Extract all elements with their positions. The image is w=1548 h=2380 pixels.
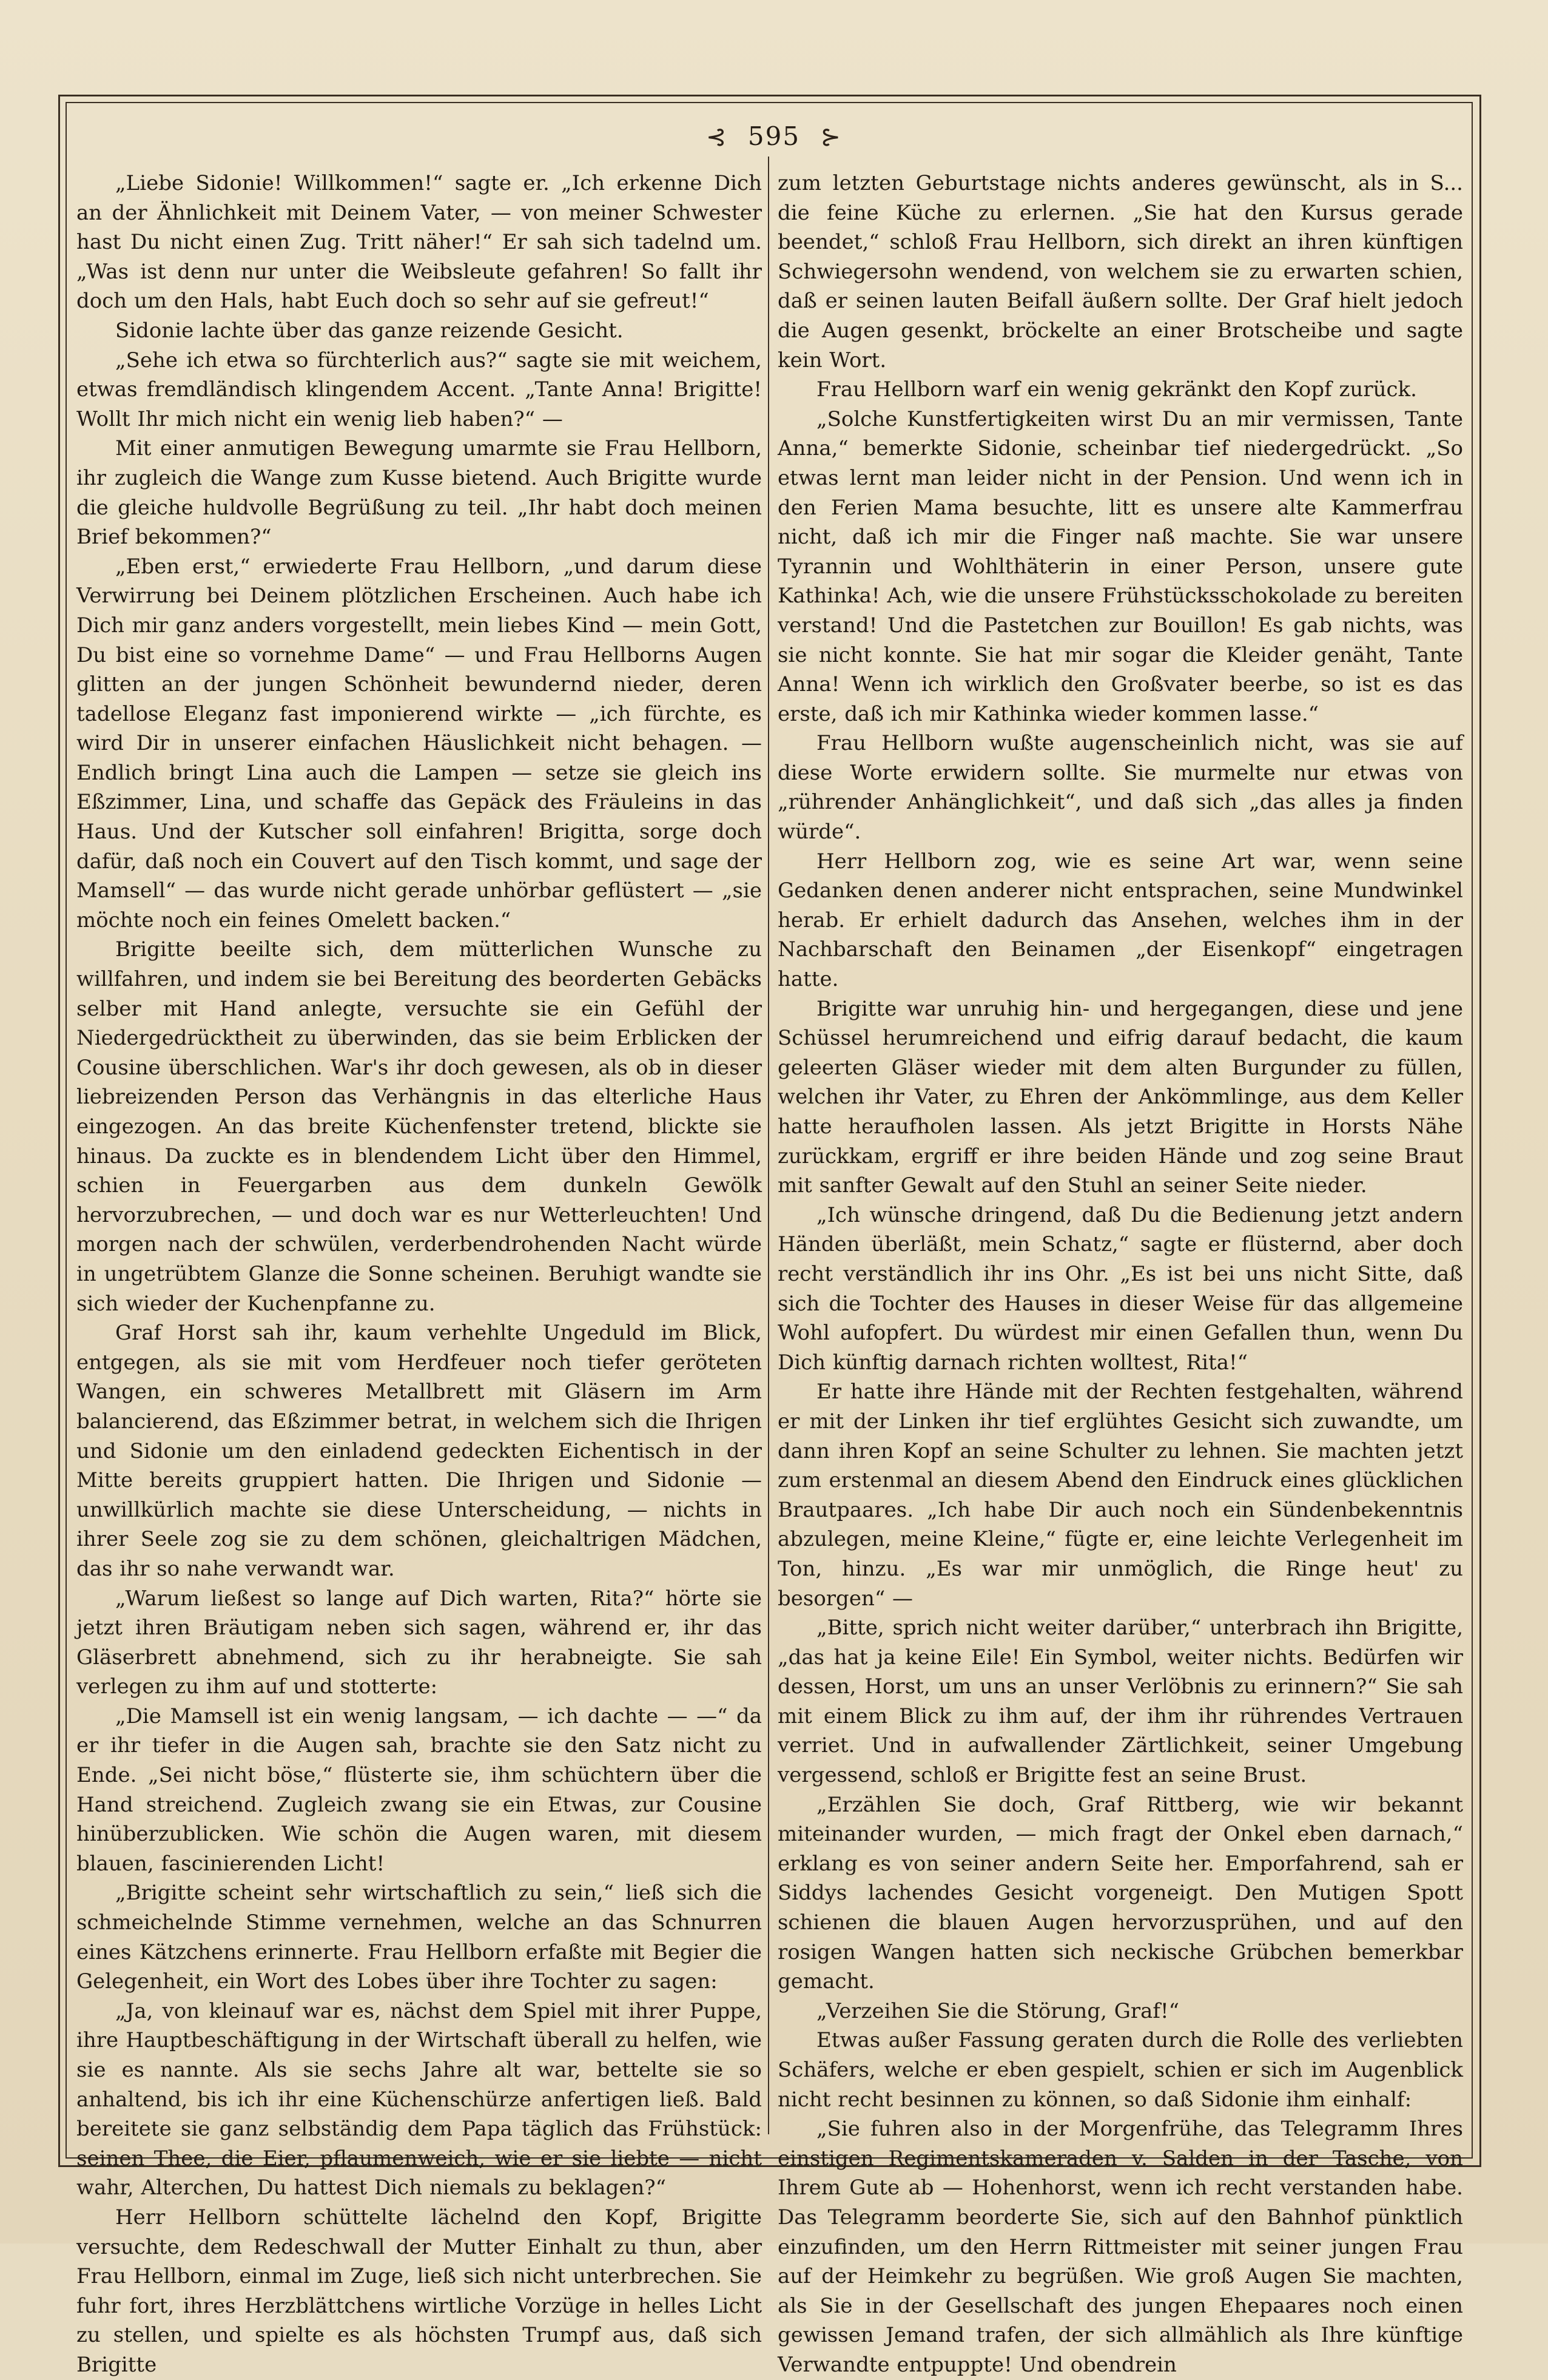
paragraph: Herr Hellborn schüttelte lächelnd den Kopf, Brigitte versuchte, dem Redeschwall der Mutter Einhalt zu thun, aber Frau Hellborn, einmal im Zuge, ließ sich nicht unterbrechen. Sie fuhr fort, ihres Herzblättchens wirtliche Vorzüge in helles Licht zu stellen, und spielte es als höchsten Trumpf aus, daß sich Brigitte: [76, 2205, 762, 2377]
paragraph: „Liebe Sidonie! Willkommen!“ sagte er. „Ich erkenne Dich an der Ähnlichkeit mit Deinem Vater, — von meiner Schwester hast Du nicht einen Zug. Tritt näher!“ Er sah sich tadelnd um. „Was ist denn nur unter die Weibsleute gefahren! So fallt ihr doch um den Hals, habt Euch doch so sehr auf sie gefreut!“: [76, 171, 762, 314]
paragraph: Etwas außer Fassung geraten durch die Rolle des verliebten Schäfers, welche er eben gespielt, schien er sich im Augenblick nicht recht besinnen zu können, so daß Sidonie ihm einhalf:: [778, 2028, 1463, 2112]
paragraph: Brigitte beeilte sich, dem mütterlichen Wunsche zu willfahren, und indem sie bei Bereitung des beorderten Gebäcks selber mit Hand anlegte, versuchte sie ein Gefühl der Niedergedrücktheit zu überwinden, das sie beim Erblicken der Cousine überschlichen. War's ihr doch gewesen, als ob in dieser liebreizenden Person das Verhängnis in das elterliche Haus eingezogen. An das breite Küchenfenster tretend, blickte sie hinaus. Da zuckte es in blendendem Licht über den Himmel, schien in Feuergarben aus dem dunkeln Gewölk hervorzubrechen, — und doch war es nur Wetterleuchten! Und morgen nach der schwülen, verderbendrohenden Nacht würde in ungetrübtem Glanze die Sonne scheinen. Beruhigt wandte sie sich wieder der Kuchenpfanne zu.: [76, 937, 762, 1316]
paragraph: Mit einer anmutigen Bewegung umarmte sie Frau Hellborn, ihr zugleich die Wange zum Kusse bietend. Auch Brigitte wurde die gleiche huldvolle Begrüßung zu teil. „Ihr habt doch meinen Brief bekommen?“: [76, 436, 762, 550]
left-column: [76, 169, 762, 2377]
paragraph: Er hatte ihre Hände mit der Rechten festgehalten, während er mit der Linken ihr tief erglühtes Gesicht sich zuwandte, um dann ihren Kopf an seine Schulter zu lehnen. Sie machten jetzt zum erstenmal an diesem Abend den Eindruck eines glücklichen Brautpaares. „Ich habe Dir auch noch ein Sündenbekenntnis abzulegen, meine Kleine,“ fügte er, eine leichte Verlegenheit im Ton, hinzu. „Es war mir unmöglich, die Ringe heut' zu besorgen“ —: [778, 1380, 1463, 1611]
paragraph: „Bitte, sprich nicht weiter darüber,“ unterbrach ihn Brigitte, „das hat ja keine Eile! Ein Symbol, weiter nichts. Bedürfen wir dessen, Horst, um uns an unser Verlöbnis zu erinnern?“ Sie sah mit einem Blick zu ihm auf, der ihm ihr rührendes Vertrauen verriet. Und in aufwallender Zärtlichkeit, seiner Umgebung vergessend, schloß er Brigitte fest an seine Brust.: [778, 1616, 1463, 1788]
paragraph: „Ich wünsche dringend, daß Du die Bedienung jetzt andern Händen überläßt, mein Schatz,“ sagte er flüsternd, aber doch recht verständlich ihr ins Ohr. „Es ist bei uns nicht Sitte, daß sich die Tochter des Hauses in dieser Weise für das allgemeine Wohl aufopfert. Du würdest mir einen Gefallen thun, wenn Du Dich künftig darnach richten wolltest, Rita!“: [778, 1202, 1463, 1375]
paragraph: „Verzeihen Sie die Störung, Graf!“: [816, 1998, 1180, 2023]
page-number: 595: [747, 121, 801, 151]
paragraph: „Sehe ich etwa so fürchterlich aus?“ sagte sie mit weichem, etwas fremdländisch klingendem Accent. „Tante Anna! Brigitte! Wollt Ihr mich nicht ein wenig lieb haben?“ —: [76, 348, 762, 431]
paragraph: „Erzählen Sie doch, Graf Rittberg, wie wir bekannt miteinander wurden, — mich fragt der Onkel eben darnach,“ erklang es von seiner andern Seite her. Emporfahrend, sah er Siddys lachendes Gesicht vorgeneigt. Den Mutigen Spott schienen die blauen Augen hervorzusprühen, und auf den rosigen Wangen hatten sich neckische Grübchen bemerkbar gemacht.: [778, 1792, 1463, 1994]
paragraph: Sidonie lachte über das ganze reizende Gesicht.: [115, 318, 624, 343]
paragraph: „Solche Kunstfertigkeiten wirst Du an mir vermissen, Tante Anna,“ bemerkte Sidonie, scheinbar tief niedergedrückt. „So etwas lernt man leider nicht in der Pension. Und wenn ich in den Ferien Mama besuchte, litt es unsere alte Kammerfrau nicht, daß ich mir die Finger naß machte. Sie war unsere Tyrannin und Wohlthäterin in einer Person, unsere gute Kathinka! Ach, wie die unsere Frühstücksschokolade zu bereiten verstand! Und die Pastetchen zur Bouillon! Es gab nichts, was sie nicht konnte. Sie hat mir sogar die Kleider genäht, Tante Anna! Wenn ich wirklich den Großvater beerbe, so ist es das erste, daß ich mir Kathinka wieder kommen lasse.“: [778, 406, 1463, 726]
paragraph: Frau Hellborn warf ein wenig gekränkt den Kopf zurück.: [816, 377, 1417, 402]
paragraph: „Warum ließest so lange auf Dich warten, Rita?“ hörte sie jetzt ihren Bräutigam neben sich sagen, während er, ihr das Gläserbrett abnehmend, sich zu ihr herabneigte. Sie sah verlegen zu ihm auf und stotterte:: [76, 1586, 762, 1699]
left-ornament-icon: ⊰: [706, 123, 728, 151]
paragraph: „Eben erst,“ erwiederte Frau Hellborn, „und darum diese Verwirrung bei Deinem plötzlichen Erscheinen. Auch habe ich Dich mir ganz anders vorgestellt, mein liebes Kind — mein Gott, Du bist eine so vornehme Dame“ — und Frau Hellborns Augen glitten an der jungen Schönheit bewundernd nieder, deren tadellose Eleganz fast imponierend wirkte — „ich fürchte, es wird Dir in unserer einfachen Häuslichkeit nicht behagen. — Endlich bringt Lina auch die Lampen — setze sie gleich ins Eßzimmer, Lina, und schaffe das Gepäck des Fräuleins in das Haus. Und der Kutscher soll einfahren! Brigitta, sorge doch dafür, daß noch ein Couvert auf den Tisch kommt, und sage der Mamsell“ — das wurde nicht gerade unhörbar geflüstert — „sie möchte noch ein feines Omelett backen.“: [76, 554, 762, 932]
page-header: [0, 121, 1548, 158]
paragraph: Brigitte war unruhig hin- und hergegangen, diese und jene Schüssel herumreichend und eifrig darauf bedacht, die kaum geleerten Gläser wieder mit dem alten Burgunder zu füllen, welchen ihr Vater, zu Ehren der Ankömmlinge, aus dem Keller hatte heraufholen lassen. Als jetzt Brigitte in Horsts Nähe zurückkam, ergriff er ihre beiden Hände und zog seine Braut mit sanfter Gewalt auf den Stuhl an seiner Seite nieder.: [778, 996, 1463, 1198]
paragraph: „Sie fuhren also in der Morgenfrühe, das Telegramm Ihres einstigen Regimentskameraden v. Salden in der Tasche, von Ihrem Gute ab — Hohenhorst, wenn ich recht verstanden habe. Das Telegramm beorderte Sie, sich auf den Bahnhof pünktlich einzufinden, um den Herrn Rittmeister mit seiner jungen Frau auf der Heimkehr zu begrüßen. Wie groß Augen Sie machten, als Sie in der Gesellschaft des jungen Ehepaares noch einen gewissen Jemand trafen, der sich allmählich als Ihre künftige Verwandte entpuppte! Und obendrein: [778, 2117, 1463, 2377]
right-column: [778, 169, 1463, 2377]
paragraph: Frau Hellborn wußte augenscheinlich nicht, was sie auf diese Worte erwidern sollte. Sie murmelte nur etwas von „rührender Anhänglichkeit“, und daß sich „das alles ja finden würde“.: [778, 731, 1463, 844]
paragraph: „Die Mamsell ist ein wenig langsam, — ich dachte — —“ da er ihr tiefer in die Augen sah, brachte sie den Satz nicht zu Ende. „Sei nicht böse,“ flüsterte sie, ihm schüchtern über die Hand streichend. Zugleich zwang sie ein Etwas, zur Cousine hinüberzublicken. Wie schön die Augen waren, mit diesem blauen, fascinierenden Licht!: [76, 1704, 762, 1876]
right-ornament-icon: ⊱: [820, 123, 842, 151]
paragraph: Graf Horst sah ihr, kaum verhehlte Ungeduld im Blick, entgegen, als sie mit vom Herdfeuer noch tiefer geröteten Wangen, ein schweres Metallbrett mit Gläsern im Arm balancierend, das Eßzimmer betrat, in welchem sich die Ihrigen und Sidonie um den einladend gedeckten Eichentisch in der Mitte bereits gruppiert hatten. Die Ihrigen und Sidonie — unwillkürlich machte sie diese Unterscheidung, — nichts in ihrer Seele zog sie zu dem schönen, gleichaltrigen Mädchen, das ihr so nahe verwandt war.: [76, 1321, 762, 1581]
column-divider: [768, 157, 769, 2134]
paragraph: „Ja, von kleinauf war es, nächst dem Spiel mit ihrer Puppe, ihre Hauptbeschäftigung in der Wirtschaft überall zu helfen, wie sie es nannte. Als sie sechs Jahre alt war, bettelte sie so anhaltend, bis ich ihr eine Küchenschürze anfertigen ließ. Bald bereitete sie ganz selbständig dem Papa täglich das Frühstück: seinen Thee, die Eier, pflaumenweich, wie er sie liebte — nicht wahr, Alterchen, Du hattest Dich niemals zu beklagen?“: [76, 1998, 762, 2200]
paragraph: „Brigitte scheint sehr wirtschaftlich zu sein,“ ließ sich die schmeichelnde Stimme vernehmen, welche an das Schnurren eines Kätzchens erinnerte. Frau Hellborn erfaßte mit Begier die Gelegenheit, ein Wort des Lobes über ihre Tochter zu sagen:: [76, 1881, 762, 1994]
paragraph-continued: zum letzten Geburtstage nichts anderes gewünscht, als in S... die feine Küche zu erlernen. „Sie hat den Kursus gerade beendet,“ schloß Frau Hellborn, sich direkt an ihren künftigen Schwiegersohn wendend, von welchem sie zu erwarten schien, daß er seinen lauten Beifall äußern sollte. Der Graf hielt jedoch die Augen gesenkt, bröckelte an einer Brotscheibe und sagte kein Wort.: [778, 171, 1463, 373]
paragraph: Herr Hellborn zog, wie es seine Art war, wenn seine Gedanken denen anderer nicht entsprachen, seine Mundwinkel herab. Er erhielt dadurch das Ansehen, welches ihm in der Nachbarschaft den Beinamen „der Eisenkopf“ eingetragen hatte.: [778, 849, 1463, 992]
